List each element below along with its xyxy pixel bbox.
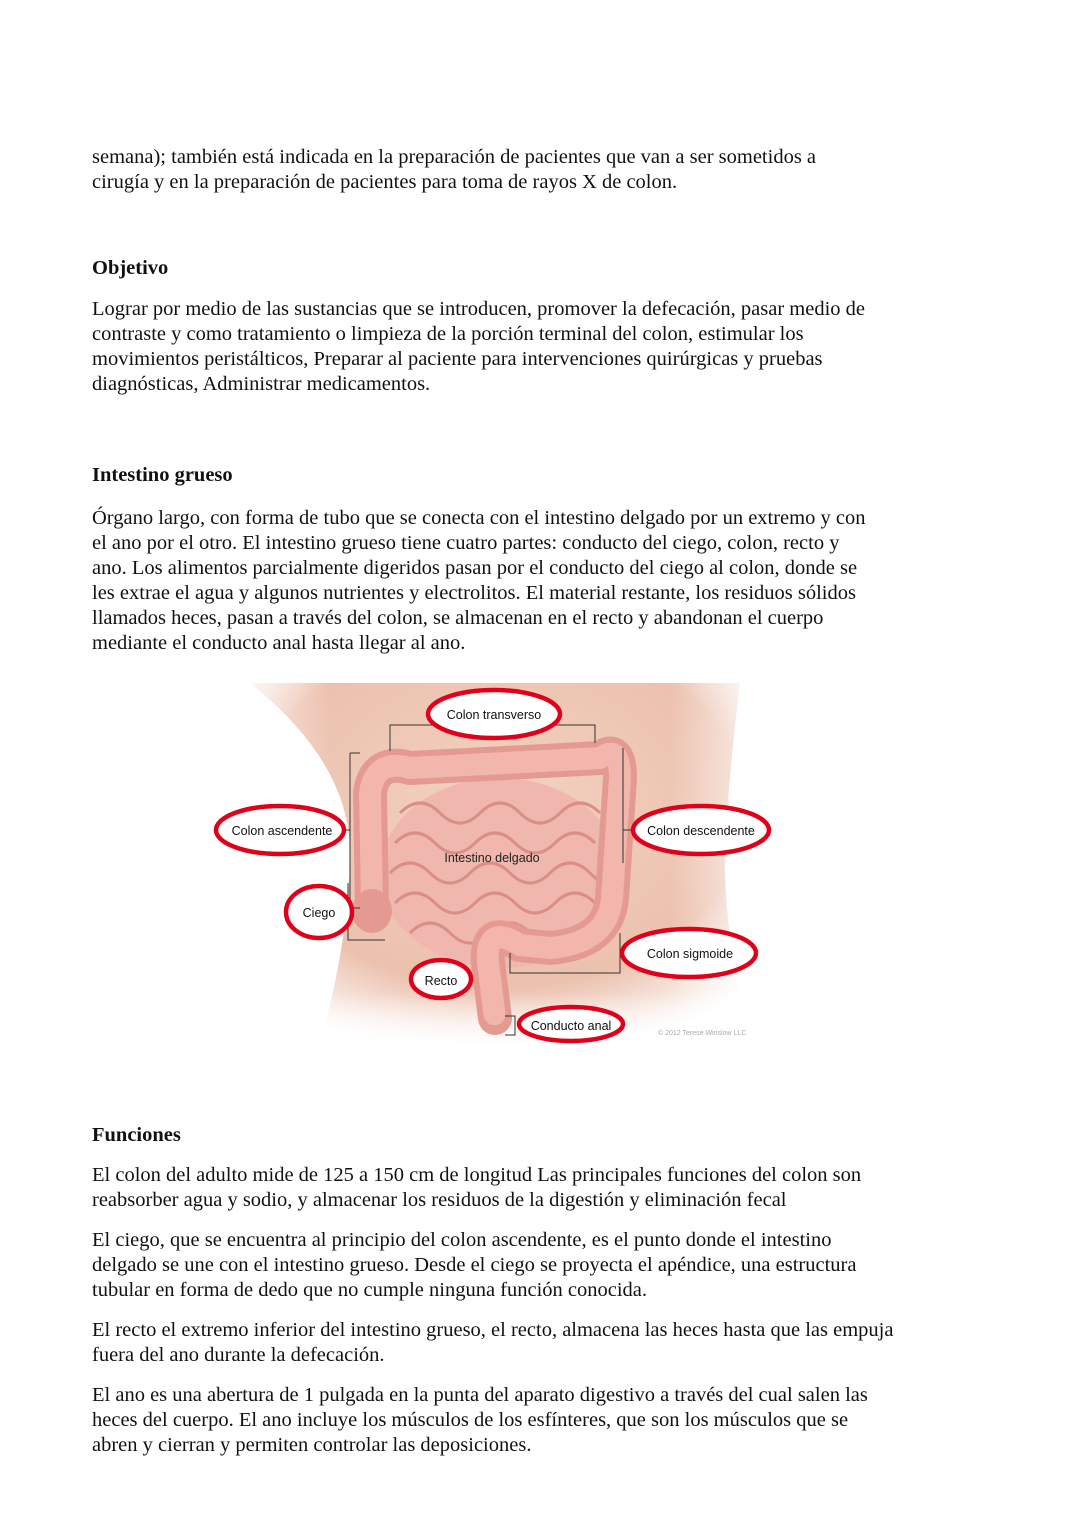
funciones-line: El ano es una abertura de 1 pulgada en la punta del aparato digestivo a través del cual salen las [92, 1384, 868, 1406]
label-text: Ciego [302, 906, 336, 920]
label-text: Recto [424, 974, 458, 988]
funciones-line: tubular en forma de dedo que no cumple ninguna función conocida. [92, 1279, 648, 1301]
copyright-text: © 2012 Terese Winslow LLC [658, 1030, 747, 1037]
objetivo-line: contraste y como tratamiento o limpieza de la porción terminal del colon, estimular los [92, 323, 804, 345]
funciones-line: El ciego, que se encuentra al principio del colon ascendente, es el punto donde el intestino [92, 1229, 832, 1251]
label-text: Colon descendente [647, 824, 755, 838]
large-intestine-illustration [210, 683, 790, 1045]
heading-intestino-grueso: Intestino grueso [92, 464, 233, 486]
funciones-line: heces del cuerpo. El ano incluye los músculos de los esfínteres, que son los músculos que se [92, 1409, 849, 1431]
label-text: Colon transverso [446, 708, 542, 722]
funciones-line: abren y cierran y permiten controlar las deposiciones. [92, 1434, 532, 1456]
heading-objetivo: Objetivo [92, 257, 169, 279]
label-colon-sigmoide [622, 929, 756, 977]
label-conducto-anal [519, 1007, 623, 1041]
objetivo-line: diagnósticas, Administrar medicamentos. [92, 373, 431, 395]
funciones-line: reabsorber agua y sodio, y almacenar los residuos de la digestión y eliminación fecal [92, 1189, 787, 1211]
intestino-line: mediante el conducto anal hasta llegar al ano. [92, 632, 466, 654]
label-intestino-delgado: Intestino delgado [444, 851, 540, 865]
intestino-line: Órgano largo, con forma de tubo que se conecta con el intestino delgado por un extremo y con [92, 507, 866, 529]
intestino-paragraph [92, 506, 972, 656]
intro-line-2: cirugía y en la preparación de pacientes para toma de rayos X de colon. [92, 171, 678, 193]
intestino-line: llamados heces, pasan a través del colon, se almacenan en el recto y abandonan el cuerpo [92, 607, 824, 629]
intestino-line: ano. Los alimentos parcialmente digeridos pasan por el conducto del ciego al colon, donde se [92, 557, 858, 579]
funciones-line: El colon del adulto mide de 125 a 150 cm de longitud Las principales funciones del colon son [92, 1164, 862, 1186]
label-colon-ascendente [216, 806, 344, 854]
label-ciego [286, 886, 352, 938]
funciones-paragraph-1 [92, 1163, 972, 1213]
label-colon-descendente [633, 806, 769, 854]
label-colon-transverso [428, 690, 560, 738]
funciones-paragraph-2 [92, 1228, 972, 1303]
objetivo-line: movimientos peristálticos, Preparar al paciente para intervenciones quirúrgicas y pruebas [92, 348, 823, 370]
intro-paragraph [92, 145, 972, 195]
funciones-paragraph-4 [92, 1383, 972, 1458]
heading-funciones: Funciones [92, 1124, 181, 1146]
funciones-line: El recto el extremo inferior del intestino grueso, el recto, almacena las heces hasta que las empuja [92, 1319, 894, 1341]
intestino-line: les extrae el agua y algunos nutrientes y electrolitos. El material restante, los residuos sólidos [92, 582, 856, 604]
funciones-line: fuera del ano durante la defecación. [92, 1344, 385, 1366]
funciones-line: delgado se une con el intestino grueso. Desde el ciego se proyecta el apéndice, una estructura [92, 1254, 857, 1276]
objetivo-line: Lograr por medio de las sustancias que se introducen, promover la defecación, pasar medio de [92, 298, 866, 320]
label-text: Colon sigmoide [646, 947, 734, 961]
funciones-paragraph-3 [92, 1318, 972, 1368]
label-text: Colon ascendente [231, 824, 333, 838]
intro-line-1: semana); también está indicada en la preparación de pacientes que van a ser sometidos a [92, 146, 817, 168]
objetivo-paragraph [92, 297, 972, 397]
intestino-line: el ano por el otro. El intestino grueso tiene cuatro partes: conducto del ciego, colon, recto y [92, 532, 840, 554]
label-text: Conducto anal [530, 1019, 612, 1033]
label-recto [411, 960, 471, 998]
